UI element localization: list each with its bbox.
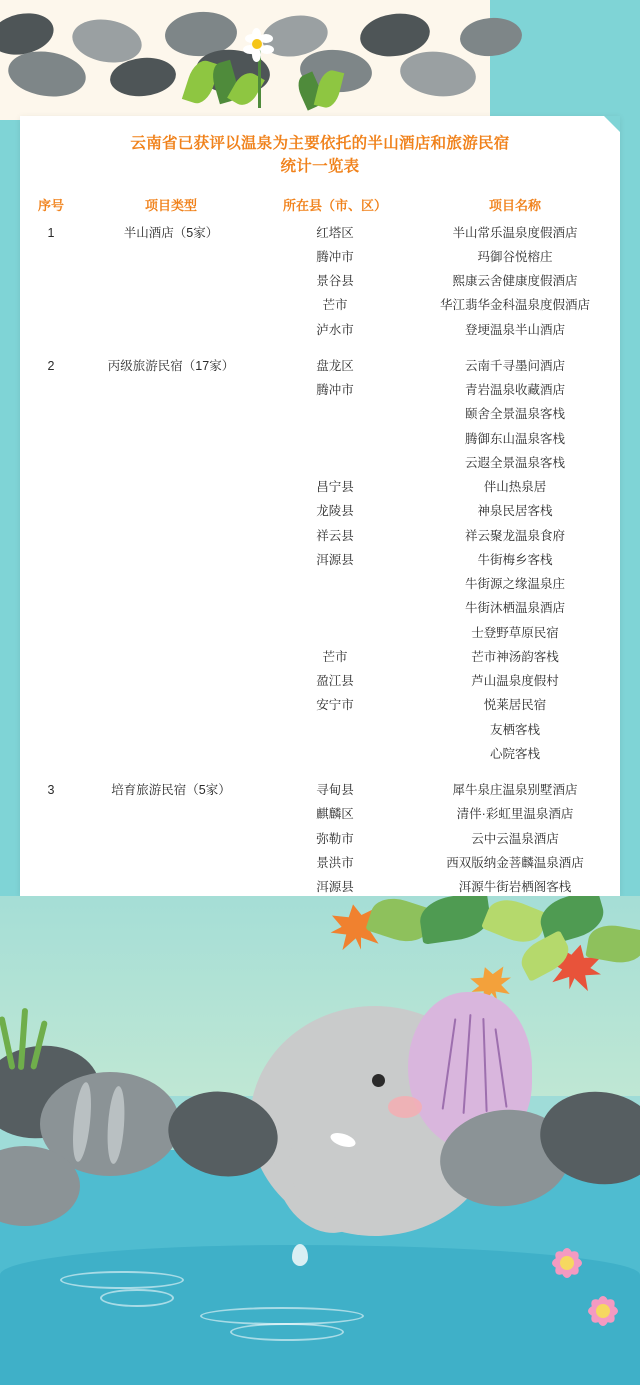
table-row — [20, 318, 620, 342]
cell-name: 青岩温泉收藏酒店 — [464, 383, 565, 397]
statistics-card — [20, 116, 620, 896]
cell-no: 1 — [47, 225, 55, 240]
cell-name: 士登野草原民宿 — [471, 625, 559, 640]
cell-name: 悦莱居民宿 — [483, 698, 547, 713]
cell-name: 伴山热泉居 — [483, 480, 547, 494]
flower-petal-icon — [260, 45, 274, 54]
page-title — [20, 116, 620, 181]
cell-type — [82, 318, 260, 342]
cell-name: 西双版纳金菩麟温泉酒店 — [446, 855, 584, 870]
cell-no — [20, 693, 82, 717]
cell-name: 芒市神汤韵客栈 — [471, 649, 559, 664]
cell-type — [82, 293, 260, 317]
cell-no — [20, 475, 82, 499]
column-header-type: 项目类型 — [144, 197, 197, 213]
cell-area: 腾冲市 — [316, 383, 354, 397]
cell-no — [20, 524, 82, 548]
table-row — [20, 766, 620, 802]
cell-area: 景谷县 — [316, 274, 354, 288]
cell-no — [20, 596, 82, 620]
table-row — [20, 742, 620, 766]
column-header-name: 项目名称 — [488, 197, 541, 213]
cell-no — [20, 318, 82, 342]
cell-type — [82, 718, 260, 742]
cell-type — [82, 269, 260, 293]
table-row — [20, 693, 620, 717]
page-title-line1: 云南省已获评以温泉为主要依托的半山酒店和旅游民宿 — [130, 135, 510, 152]
cell-name: 半山常乐温泉度假酒店 — [452, 225, 578, 240]
cell-no — [20, 269, 82, 293]
cell-area — [260, 427, 410, 451]
cell-area: 安宁市 — [316, 698, 354, 713]
cell-name: 熙康云舍健康度假酒店 — [452, 274, 578, 288]
flower-petal-icon — [252, 48, 261, 62]
cell-name: 云中云温泉酒店 — [471, 831, 559, 846]
table-row — [20, 851, 620, 875]
cell-area — [260, 742, 410, 766]
cell-area: 洱源县 — [316, 552, 354, 567]
table-row — [20, 572, 620, 596]
cell-name: 牛街沐栖温泉酒店 — [464, 601, 565, 616]
flower-center-icon — [596, 1304, 610, 1318]
cell-no — [20, 245, 82, 269]
cell-type: 半山酒店（5家） — [123, 225, 219, 240]
cell-type — [82, 524, 260, 548]
table-row — [20, 524, 620, 548]
cell-type — [82, 475, 260, 499]
cell-type — [82, 378, 260, 402]
cell-no — [20, 621, 82, 645]
cell-area: 盘龙区 — [316, 358, 354, 373]
bottom-illustration — [0, 896, 640, 1385]
table-row — [20, 269, 620, 293]
flower-center-icon — [560, 1256, 574, 1270]
cell-type — [82, 827, 260, 851]
cell-no — [20, 293, 82, 317]
table-row — [20, 427, 620, 451]
cell-area — [260, 572, 410, 596]
water-drop-icon — [292, 1244, 308, 1266]
table-row — [20, 548, 620, 572]
cell-name: 华江翡华金科温泉度假酒店 — [439, 298, 590, 313]
table-row — [20, 342, 620, 378]
cell-no — [20, 669, 82, 693]
cell-area — [260, 402, 410, 426]
cell-type — [82, 693, 260, 717]
cell-type — [82, 851, 260, 875]
cell-type: 丙级旅游民宿（17家） — [107, 358, 235, 373]
ripple-icon — [60, 1271, 184, 1289]
cell-area — [260, 596, 410, 620]
cell-name: 友栖客栈 — [489, 722, 540, 737]
cell-name: 清伴·彩虹里温泉酒店 — [456, 807, 574, 822]
cell-no — [20, 802, 82, 826]
cell-area: 洱源县 — [316, 880, 354, 894]
ripple-icon — [100, 1289, 174, 1307]
cell-name: 心院客栈 — [489, 746, 540, 761]
cell-name: 云南千寻墨问酒店 — [464, 358, 565, 373]
cell-no — [20, 742, 82, 766]
table-header-row — [20, 191, 620, 221]
cell-type — [82, 572, 260, 596]
top-decoration — [0, 0, 640, 120]
rock-icon — [398, 48, 479, 101]
cell-no — [20, 827, 82, 851]
table-row — [20, 245, 620, 269]
cell-area — [260, 621, 410, 645]
cell-area: 麒麟区 — [316, 807, 354, 822]
table-row — [20, 596, 620, 620]
cell-name: 玛御谷悦榕庄 — [477, 249, 553, 264]
table-row — [20, 293, 620, 317]
cell-type — [82, 596, 260, 620]
cell-name: 洱源牛街岩栖阁客栈 — [458, 880, 572, 894]
cell-name: 颐舍全景温泉客栈 — [464, 407, 565, 422]
cell-no — [20, 548, 82, 572]
cell-type — [82, 742, 260, 766]
cell-area: 弥勒市 — [316, 831, 354, 846]
table-row — [20, 718, 620, 742]
cell-no — [20, 645, 82, 669]
cell-area: 龙陵县 — [316, 504, 354, 519]
column-header-no: 序号 — [37, 197, 64, 213]
cell-no — [20, 499, 82, 523]
cell-name: 云遐全景温泉客栈 — [464, 455, 565, 470]
flower-center-icon — [252, 39, 262, 49]
cell-type — [82, 669, 260, 693]
cell-type — [82, 245, 260, 269]
cell-name: 芦山温泉度假村 — [471, 674, 559, 688]
table-row — [20, 645, 620, 669]
cell-type — [82, 499, 260, 523]
cell-area: 盈江县 — [316, 674, 354, 688]
cell-type — [82, 451, 260, 475]
table-row — [20, 378, 620, 402]
cell-no — [20, 402, 82, 426]
cell-type — [82, 621, 260, 645]
cell-area: 红塔区 — [316, 225, 354, 240]
cell-name: 牛街梅乡客栈 — [477, 552, 553, 567]
cell-area: 祥云县 — [316, 528, 354, 543]
cell-no — [20, 718, 82, 742]
cell-no: 2 — [47, 358, 55, 373]
cell-no — [20, 851, 82, 875]
cell-no — [20, 572, 82, 596]
ripple-icon — [230, 1323, 344, 1341]
cell-area: 芒市 — [322, 649, 348, 664]
cell-name: 牛街源之缘温泉庄 — [464, 577, 565, 591]
cell-no — [20, 451, 82, 475]
table-row — [20, 221, 620, 245]
cell-type — [82, 402, 260, 426]
table-row — [20, 499, 620, 523]
cell-no — [20, 427, 82, 451]
table-row — [20, 827, 620, 851]
elephant-cheek — [388, 1096, 422, 1118]
cell-area: 芒市 — [322, 298, 348, 313]
elephant-eye — [372, 1074, 385, 1087]
cell-name: 神泉民居客栈 — [477, 504, 553, 519]
cell-type: 培育旅游民宿（5家） — [111, 783, 231, 797]
cell-area: 腾冲市 — [316, 249, 354, 264]
cell-area — [260, 718, 410, 742]
rock-icon — [5, 47, 88, 101]
top-teal-block — [490, 0, 640, 120]
cell-name: 登埂温泉半山酒店 — [464, 322, 565, 337]
cell-type — [82, 645, 260, 669]
cell-type — [82, 427, 260, 451]
table-row — [20, 669, 620, 693]
table-row — [20, 402, 620, 426]
cell-area: 泸水市 — [316, 322, 354, 337]
table-row — [20, 802, 620, 826]
table-row — [20, 621, 620, 645]
page-title-line2: 统计一览表 — [280, 158, 360, 176]
cell-area: 景洪市 — [316, 855, 354, 870]
cell-area — [260, 451, 410, 475]
cell-area: 寻甸县 — [316, 783, 354, 797]
cell-no: 3 — [47, 783, 55, 797]
hotels-table — [20, 191, 620, 900]
cell-area: 昌宁县 — [316, 480, 354, 494]
cell-type — [82, 548, 260, 572]
cell-type — [82, 802, 260, 826]
column-header-area: 所在县（市、区） — [282, 197, 387, 213]
cell-name: 腾御东山温泉客栈 — [464, 431, 565, 446]
cell-name: 祥云聚龙温泉食府 — [464, 528, 565, 543]
cell-name: 犀牛泉庄温泉别墅酒店 — [452, 783, 578, 797]
table-row — [20, 475, 620, 499]
table-row — [20, 451, 620, 475]
cell-no — [20, 378, 82, 402]
